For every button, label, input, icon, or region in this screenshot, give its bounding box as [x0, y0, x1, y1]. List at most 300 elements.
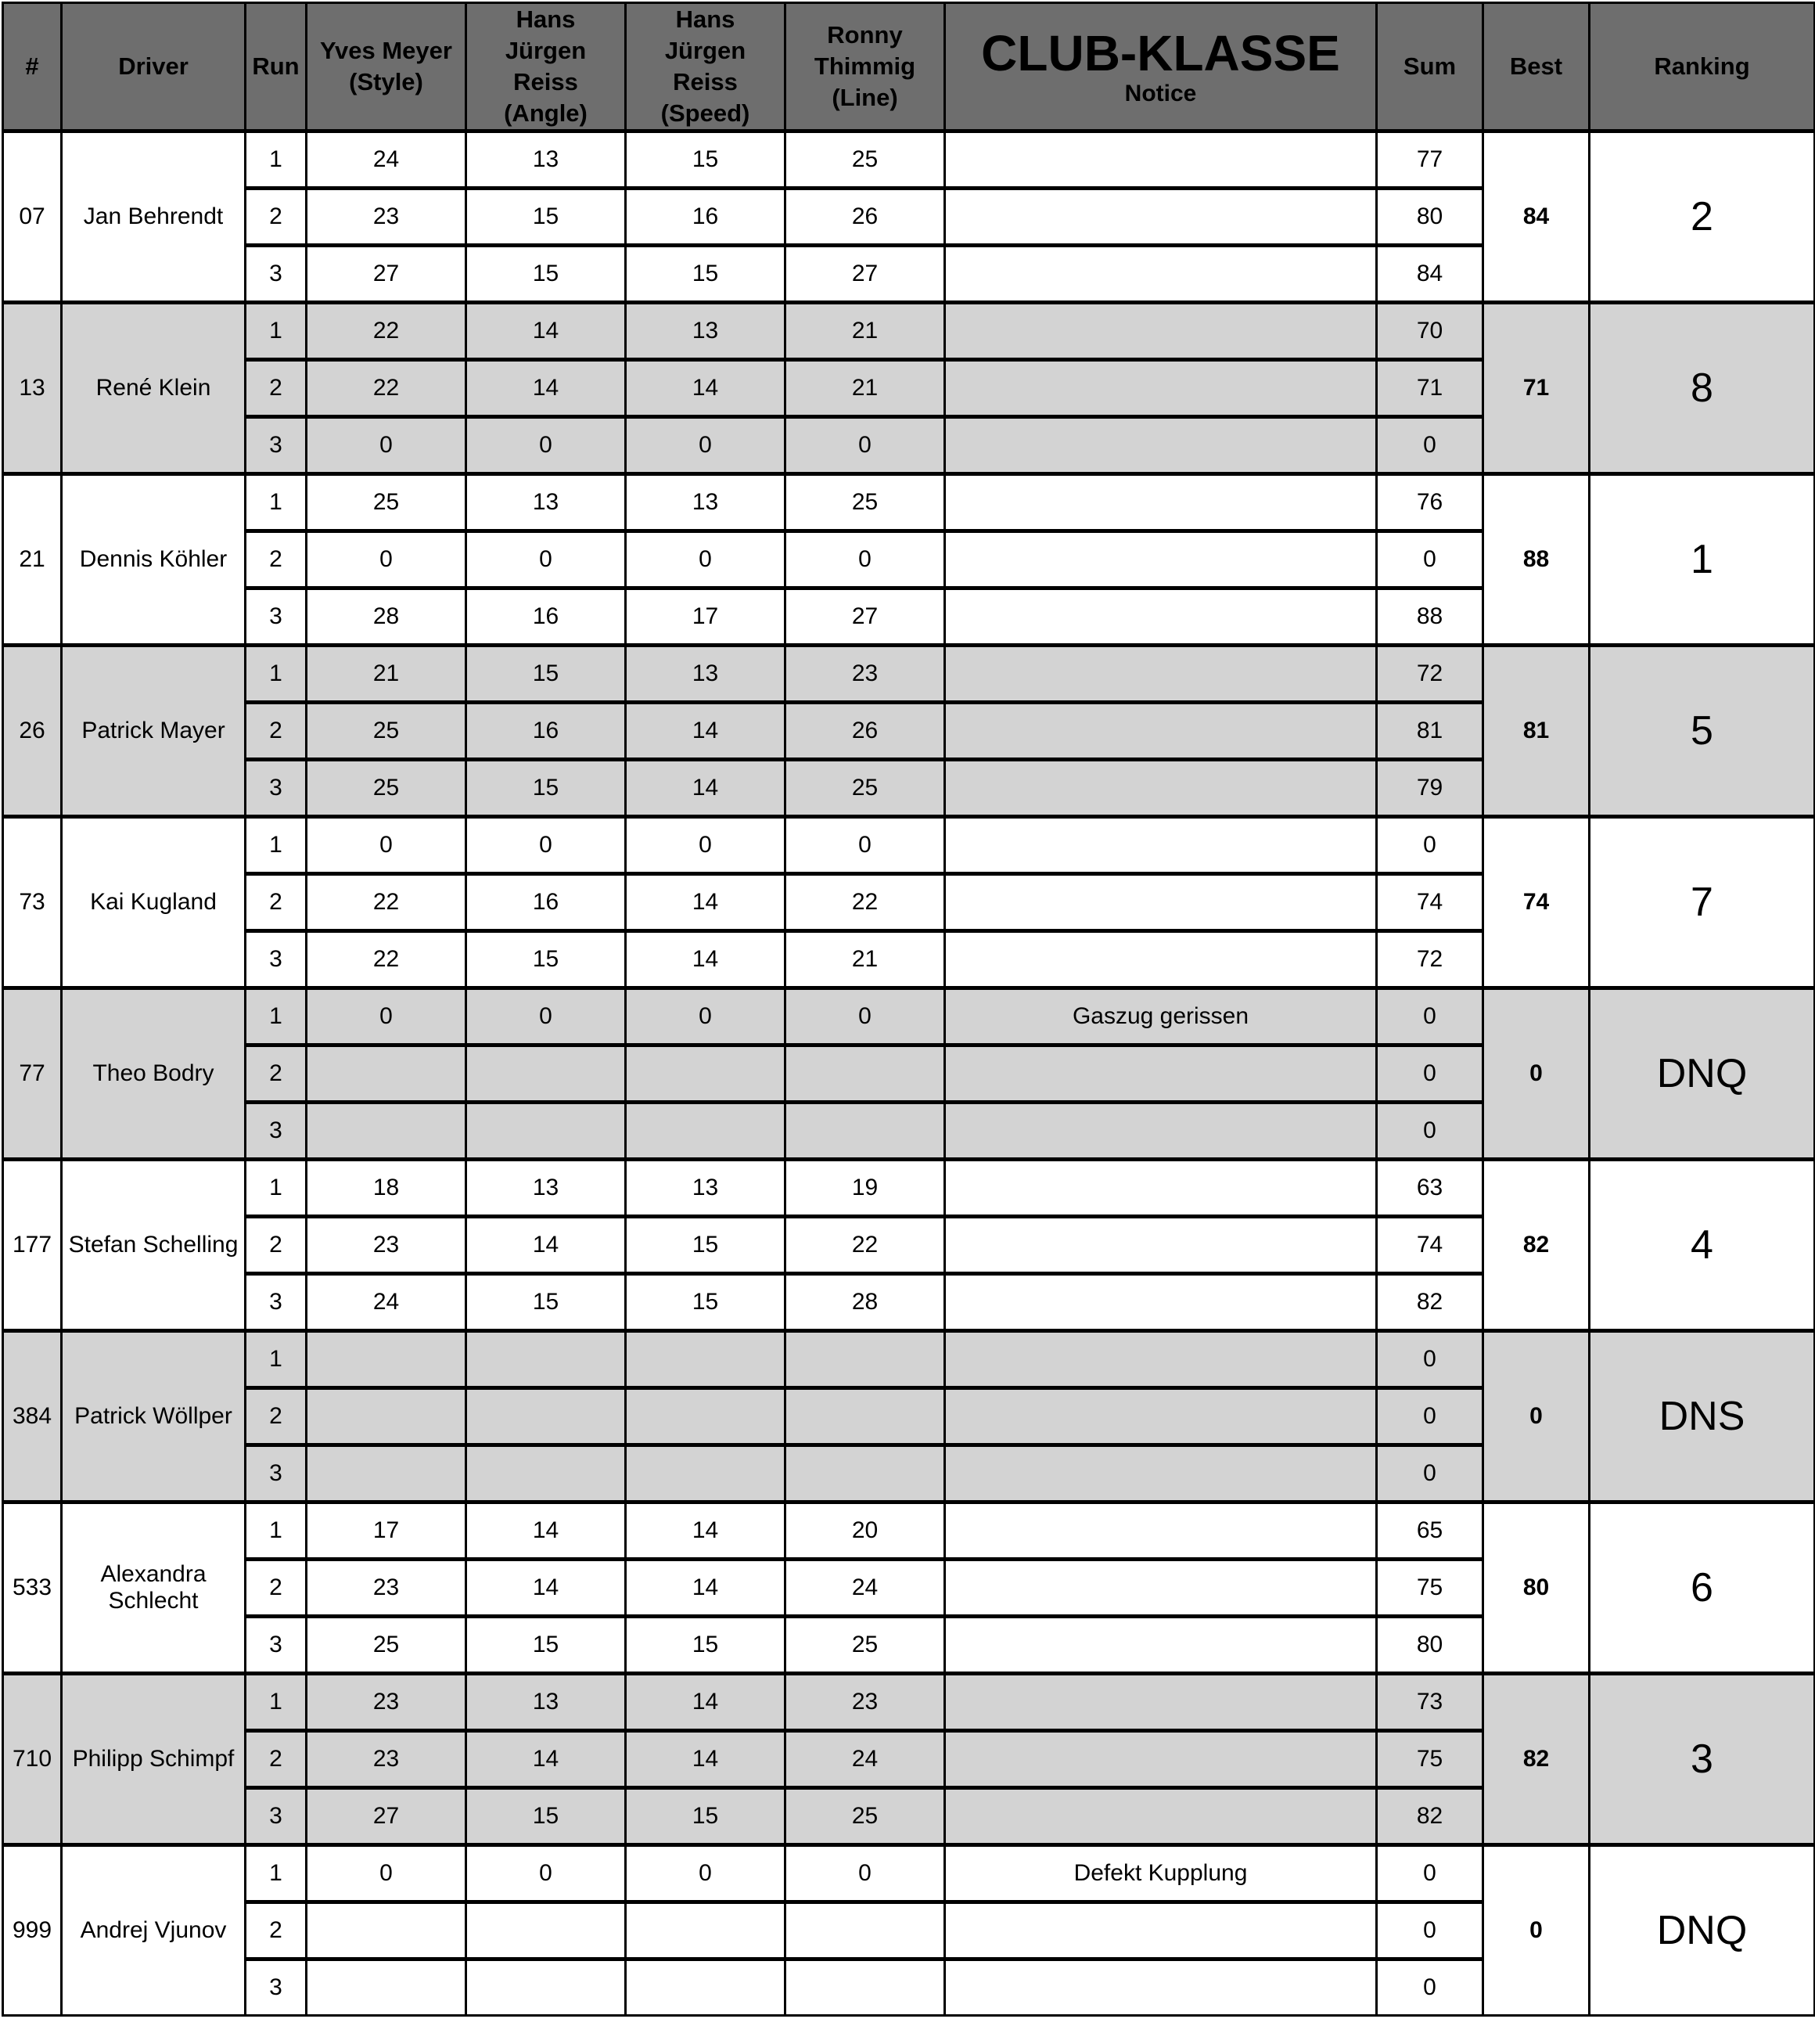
score-style: 24: [307, 131, 466, 189]
run-number: 3: [246, 1788, 307, 1845]
score-speed: 14: [626, 874, 785, 931]
score-line: 19: [785, 1160, 945, 1217]
score-speed: 14: [626, 1731, 785, 1788]
run-sum: 0: [1377, 1959, 1483, 2016]
driver-group: [3, 1331, 1815, 1502]
best-score: 81: [1483, 646, 1590, 817]
run-sum: 74: [1377, 1217, 1483, 1274]
run-sum: 77: [1377, 131, 1483, 189]
driver-number: 13: [3, 303, 62, 474]
score-style: 0: [307, 988, 466, 1045]
notice-cell: [945, 531, 1377, 588]
score-style: 28: [307, 588, 466, 646]
score-speed: [626, 1902, 785, 1959]
score-style: 0: [307, 531, 466, 588]
header-ranking: Ranking: [1590, 3, 1815, 131]
notice-cell: [945, 874, 1377, 931]
run-sum: 0: [1377, 1445, 1483, 1502]
header-judge-line: [785, 3, 945, 131]
header-judge-line-line: Thimmig: [814, 52, 916, 80]
score-angle: [466, 1445, 626, 1502]
score-line: 25: [785, 131, 945, 189]
driver-number: 73: [3, 817, 62, 988]
score-style: 18: [307, 1160, 466, 1217]
score-line: 0: [785, 988, 945, 1045]
ranking-value: 7: [1590, 817, 1815, 988]
score-style: [307, 1959, 466, 2016]
score-angle: [466, 1103, 626, 1160]
run-number: 3: [246, 1274, 307, 1331]
driver-number: 07: [3, 131, 62, 303]
header-judge-angle: [466, 3, 626, 131]
score-style: 22: [307, 874, 466, 931]
header-judge-speed: [626, 3, 785, 131]
best-score: 84: [1483, 131, 1590, 303]
header-judge-speed-line: Hans: [675, 5, 735, 33]
ranking-value: 6: [1590, 1502, 1815, 1674]
run-number: 2: [246, 189, 307, 246]
driver-name: René Klein: [62, 303, 246, 474]
run-sum: 84: [1377, 246, 1483, 303]
score-line: 26: [785, 703, 945, 760]
score-speed: 14: [626, 360, 785, 417]
score-angle: 13: [466, 131, 626, 189]
driver-name: Theo Bodry: [62, 988, 246, 1160]
score-speed: 14: [626, 703, 785, 760]
driver-number: 384: [3, 1331, 62, 1502]
score-angle: 13: [466, 474, 626, 531]
driver-name: Dennis Köhler: [62, 474, 246, 646]
ranking-value: DNS: [1590, 1331, 1815, 1502]
run-number: 1: [246, 1674, 307, 1731]
score-angle: 16: [466, 703, 626, 760]
score-style: [307, 1103, 466, 1160]
score-speed: 14: [626, 760, 785, 817]
run-sum: 0: [1377, 1845, 1483, 1902]
score-line: 22: [785, 1217, 945, 1274]
table-row: [3, 1502, 1815, 1560]
score-line: 25: [785, 1617, 945, 1674]
score-line: 0: [785, 817, 945, 874]
score-speed: 13: [626, 303, 785, 360]
score-line: 23: [785, 1674, 945, 1731]
score-line: 25: [785, 474, 945, 531]
score-speed: 15: [626, 1788, 785, 1845]
notice-cell: [945, 417, 1377, 474]
notice-cell: [945, 1959, 1377, 2016]
score-speed: 15: [626, 1274, 785, 1331]
header-judge-speed-line: (Speed): [660, 99, 750, 127]
score-angle: [466, 1331, 626, 1388]
notice-cell: [945, 1560, 1377, 1617]
score-speed: 0: [626, 1845, 785, 1902]
notice-cell: [945, 360, 1377, 417]
notice-cell: [945, 1388, 1377, 1445]
score-angle: 0: [466, 817, 626, 874]
table-row: [3, 1160, 1815, 1217]
score-style: 22: [307, 303, 466, 360]
run-sum: 80: [1377, 189, 1483, 246]
driver-name: Kai Kugland: [62, 817, 246, 988]
ranking-value: 1: [1590, 474, 1815, 646]
run-number: 3: [246, 1445, 307, 1502]
notice-cell: [945, 1103, 1377, 1160]
table-row: [3, 1674, 1815, 1731]
notice-cell: [945, 131, 1377, 189]
run-sum: 63: [1377, 1160, 1483, 1217]
run-number: 1: [246, 1845, 307, 1902]
score-speed: 14: [626, 931, 785, 988]
score-line: [785, 1331, 945, 1388]
run-number: 3: [246, 931, 307, 988]
driver-name: Patrick Mayer: [62, 646, 246, 817]
best-score: 0: [1483, 1331, 1590, 1502]
header-judge-angle-line: (Angle): [504, 99, 588, 127]
score-line: 27: [785, 588, 945, 646]
notice-cell: [945, 817, 1377, 874]
score-angle: 14: [466, 1217, 626, 1274]
run-number: 1: [246, 474, 307, 531]
score-style: 0: [307, 817, 466, 874]
score-angle: 13: [466, 1674, 626, 1731]
score-style: 24: [307, 1274, 466, 1331]
run-number: 3: [246, 1103, 307, 1160]
notice-cell: [945, 1502, 1377, 1560]
run-number: 2: [246, 1902, 307, 1959]
run-sum: 65: [1377, 1502, 1483, 1560]
score-angle: 14: [466, 303, 626, 360]
run-number: 1: [246, 303, 307, 360]
score-speed: 17: [626, 588, 785, 646]
score-style: 0: [307, 1845, 466, 1902]
score-speed: 15: [626, 246, 785, 303]
table-row: [3, 474, 1815, 531]
score-style: 27: [307, 246, 466, 303]
run-sum: 72: [1377, 931, 1483, 988]
notice-cell: Defekt Kupplung: [945, 1845, 1377, 1902]
score-style: [307, 1388, 466, 1445]
score-angle: 0: [466, 531, 626, 588]
run-sum: 73: [1377, 1674, 1483, 1731]
score-style: 23: [307, 1674, 466, 1731]
score-line: [785, 1959, 945, 2016]
score-angle: 0: [466, 988, 626, 1045]
score-angle: 0: [466, 417, 626, 474]
best-score: 71: [1483, 303, 1590, 474]
notice-cell: [945, 588, 1377, 646]
header-judge-speed-line: Reiss: [673, 68, 738, 95]
run-sum: 79: [1377, 760, 1483, 817]
notice-cell: [945, 1617, 1377, 1674]
ranking-value: 2: [1590, 131, 1815, 303]
driver-number: 999: [3, 1845, 62, 2016]
driver-name: Alexandra Schlecht: [62, 1502, 246, 1674]
score-line: [785, 1045, 945, 1103]
score-line: [785, 1388, 945, 1445]
driver-group: [3, 303, 1815, 474]
driver-number: 177: [3, 1160, 62, 1331]
run-number: 2: [246, 531, 307, 588]
run-sum: 82: [1377, 1788, 1483, 1845]
score-line: 20: [785, 1502, 945, 1560]
header-notice: Notice: [1124, 81, 1197, 106]
table-row: [3, 303, 1815, 360]
header-judge-style-line: (Style): [349, 68, 423, 95]
best-score: 74: [1483, 817, 1590, 988]
score-angle: 0: [466, 1845, 626, 1902]
driver-number: 26: [3, 646, 62, 817]
score-line: 23: [785, 646, 945, 703]
run-number: 2: [246, 874, 307, 931]
score-angle: 16: [466, 588, 626, 646]
score-angle: 16: [466, 874, 626, 931]
table-row: [3, 1845, 1815, 1902]
run-sum: 76: [1377, 474, 1483, 531]
score-speed: 13: [626, 474, 785, 531]
score-line: 0: [785, 417, 945, 474]
table-row: [3, 131, 1815, 189]
run-number: 1: [246, 131, 307, 189]
best-score: 82: [1483, 1674, 1590, 1845]
driver-group: [3, 817, 1815, 988]
driver-number: 21: [3, 474, 62, 646]
score-line: 21: [785, 303, 945, 360]
score-style: 23: [307, 189, 466, 246]
run-sum: 0: [1377, 417, 1483, 474]
run-sum: 0: [1377, 1045, 1483, 1103]
score-speed: [626, 1959, 785, 2016]
driver-group: [3, 988, 1815, 1160]
score-line: 24: [785, 1731, 945, 1788]
run-sum: 72: [1377, 646, 1483, 703]
header-judge-style-line: Yves Meyer: [320, 37, 452, 64]
notice-cell: [945, 1274, 1377, 1331]
run-sum: 71: [1377, 360, 1483, 417]
run-sum: 75: [1377, 1731, 1483, 1788]
score-style: 25: [307, 760, 466, 817]
table-header: [3, 3, 1815, 131]
run-number: 3: [246, 588, 307, 646]
score-line: [785, 1103, 945, 1160]
driver-group: [3, 646, 1815, 817]
score-angle: 15: [466, 246, 626, 303]
header-best: Best: [1483, 3, 1590, 131]
score-line: 27: [785, 246, 945, 303]
header-judge-angle-line: Jürgen: [505, 37, 587, 64]
results-table: [2, 2, 1815, 2017]
score-line: 26: [785, 189, 945, 246]
score-angle: 15: [466, 931, 626, 988]
score-angle: 15: [466, 760, 626, 817]
score-speed: 15: [626, 1617, 785, 1674]
run-number: 3: [246, 246, 307, 303]
run-number: 1: [246, 1160, 307, 1217]
score-angle: 15: [466, 1788, 626, 1845]
best-score: 80: [1483, 1502, 1590, 1674]
notice-cell: [945, 931, 1377, 988]
ranking-value: DNQ: [1590, 1845, 1815, 2016]
score-style: [307, 1045, 466, 1103]
run-number: 2: [246, 360, 307, 417]
score-angle: 15: [466, 1274, 626, 1331]
score-style: 0: [307, 417, 466, 474]
run-sum: 81: [1377, 703, 1483, 760]
driver-name: Andrej Vjunov: [62, 1845, 246, 2016]
score-angle: 15: [466, 189, 626, 246]
notice-cell: [945, 1674, 1377, 1731]
run-sum: 74: [1377, 874, 1483, 931]
ranking-value: 3: [1590, 1674, 1815, 1845]
score-speed: 15: [626, 131, 785, 189]
score-angle: 13: [466, 1160, 626, 1217]
score-angle: 14: [466, 360, 626, 417]
notice-cell: [945, 703, 1377, 760]
score-speed: [626, 1445, 785, 1502]
notice-cell: [945, 1445, 1377, 1502]
run-sum: 0: [1377, 817, 1483, 874]
table-row: [3, 1331, 1815, 1388]
run-number: 3: [246, 1959, 307, 2016]
driver-number: 710: [3, 1674, 62, 1845]
score-speed: [626, 1331, 785, 1388]
score-style: 17: [307, 1502, 466, 1560]
driver-name: Patrick Wöllper: [62, 1331, 246, 1502]
run-number: 1: [246, 817, 307, 874]
header-judge-line-line: (Line): [832, 84, 898, 111]
header-judge-line-line: Ronny: [827, 21, 903, 49]
score-angle: 14: [466, 1502, 626, 1560]
driver-group: [3, 1160, 1815, 1331]
score-line: 25: [785, 760, 945, 817]
run-number: 2: [246, 1217, 307, 1274]
notice-cell: [945, 189, 1377, 246]
score-angle: 15: [466, 646, 626, 703]
score-line: 0: [785, 1845, 945, 1902]
notice-cell: [945, 1160, 1377, 1217]
run-number: 2: [246, 1560, 307, 1617]
score-line: 0: [785, 531, 945, 588]
notice-cell: [945, 1217, 1377, 1274]
score-speed: 0: [626, 531, 785, 588]
header-judge-angle-line: Hans: [516, 5, 576, 33]
header-driver: Driver: [62, 3, 246, 131]
header-judge-angle-line: Reiss: [513, 68, 578, 95]
score-style: 23: [307, 1217, 466, 1274]
run-sum: 70: [1377, 303, 1483, 360]
notice-cell: [945, 646, 1377, 703]
driver-name: Jan Behrendt: [62, 131, 246, 303]
header-class-notice: [945, 3, 1377, 131]
score-line: [785, 1445, 945, 1502]
best-score: 0: [1483, 988, 1590, 1160]
header-judge-style: [307, 3, 466, 131]
driver-group: [3, 474, 1815, 646]
score-speed: [626, 1388, 785, 1445]
score-speed: 14: [626, 1674, 785, 1731]
header-run: Run: [246, 3, 307, 131]
run-number: 2: [246, 1388, 307, 1445]
run-number: 1: [246, 646, 307, 703]
notice-cell: [945, 1045, 1377, 1103]
score-line: 21: [785, 931, 945, 988]
driver-group: [3, 131, 1815, 303]
score-speed: 13: [626, 1160, 785, 1217]
run-sum: 75: [1377, 1560, 1483, 1617]
score-line: 22: [785, 874, 945, 931]
score-speed: 0: [626, 417, 785, 474]
notice-cell: [945, 246, 1377, 303]
run-number: 1: [246, 988, 307, 1045]
notice-cell: [945, 1331, 1377, 1388]
run-sum: 0: [1377, 988, 1483, 1045]
score-style: 23: [307, 1731, 466, 1788]
score-style: [307, 1445, 466, 1502]
driver-group: [3, 1502, 1815, 1674]
run-sum: 80: [1377, 1617, 1483, 1674]
notice-cell: [945, 1788, 1377, 1845]
score-angle: 15: [466, 1617, 626, 1674]
score-line: 21: [785, 360, 945, 417]
notice-cell: [945, 303, 1377, 360]
notice-cell: [945, 1731, 1377, 1788]
score-speed: 15: [626, 1217, 785, 1274]
class-title: CLUB-KLASSE: [981, 25, 1340, 81]
best-score: 82: [1483, 1160, 1590, 1331]
driver-number: 77: [3, 988, 62, 1160]
run-number: 1: [246, 1502, 307, 1560]
score-speed: 14: [626, 1560, 785, 1617]
score-angle: [466, 1902, 626, 1959]
run-number: 2: [246, 1731, 307, 1788]
score-angle: [466, 1959, 626, 2016]
best-score: 88: [1483, 474, 1590, 646]
score-line: 24: [785, 1560, 945, 1617]
driver-name: Philipp Schimpf: [62, 1674, 246, 1845]
run-number: 3: [246, 417, 307, 474]
score-line: 25: [785, 1788, 945, 1845]
table-row: [3, 817, 1815, 874]
run-number: 2: [246, 703, 307, 760]
score-speed: 16: [626, 189, 785, 246]
ranking-value: DNQ: [1590, 988, 1815, 1160]
best-score: 0: [1483, 1845, 1590, 2016]
score-speed: [626, 1045, 785, 1103]
notice-cell: [945, 474, 1377, 531]
run-sum: 88: [1377, 588, 1483, 646]
score-line: 28: [785, 1274, 945, 1331]
score-angle: 14: [466, 1731, 626, 1788]
score-angle: [466, 1388, 626, 1445]
score-style: 22: [307, 931, 466, 988]
score-angle: 14: [466, 1560, 626, 1617]
notice-cell: Gaszug gerissen: [945, 988, 1377, 1045]
run-number: 1: [246, 1331, 307, 1388]
header-num: #: [3, 3, 62, 131]
run-number: 3: [246, 1617, 307, 1674]
driver-group: [3, 1674, 1815, 1845]
notice-cell: [945, 760, 1377, 817]
score-style: 21: [307, 646, 466, 703]
run-sum: 82: [1377, 1274, 1483, 1331]
driver-group: [3, 1845, 1815, 2016]
run-sum: 0: [1377, 531, 1483, 588]
score-style: 25: [307, 474, 466, 531]
header-judge-speed-line: Jürgen: [664, 37, 746, 64]
ranking-value: 4: [1590, 1160, 1815, 1331]
score-style: 22: [307, 360, 466, 417]
score-speed: 14: [626, 1502, 785, 1560]
score-style: [307, 1331, 466, 1388]
